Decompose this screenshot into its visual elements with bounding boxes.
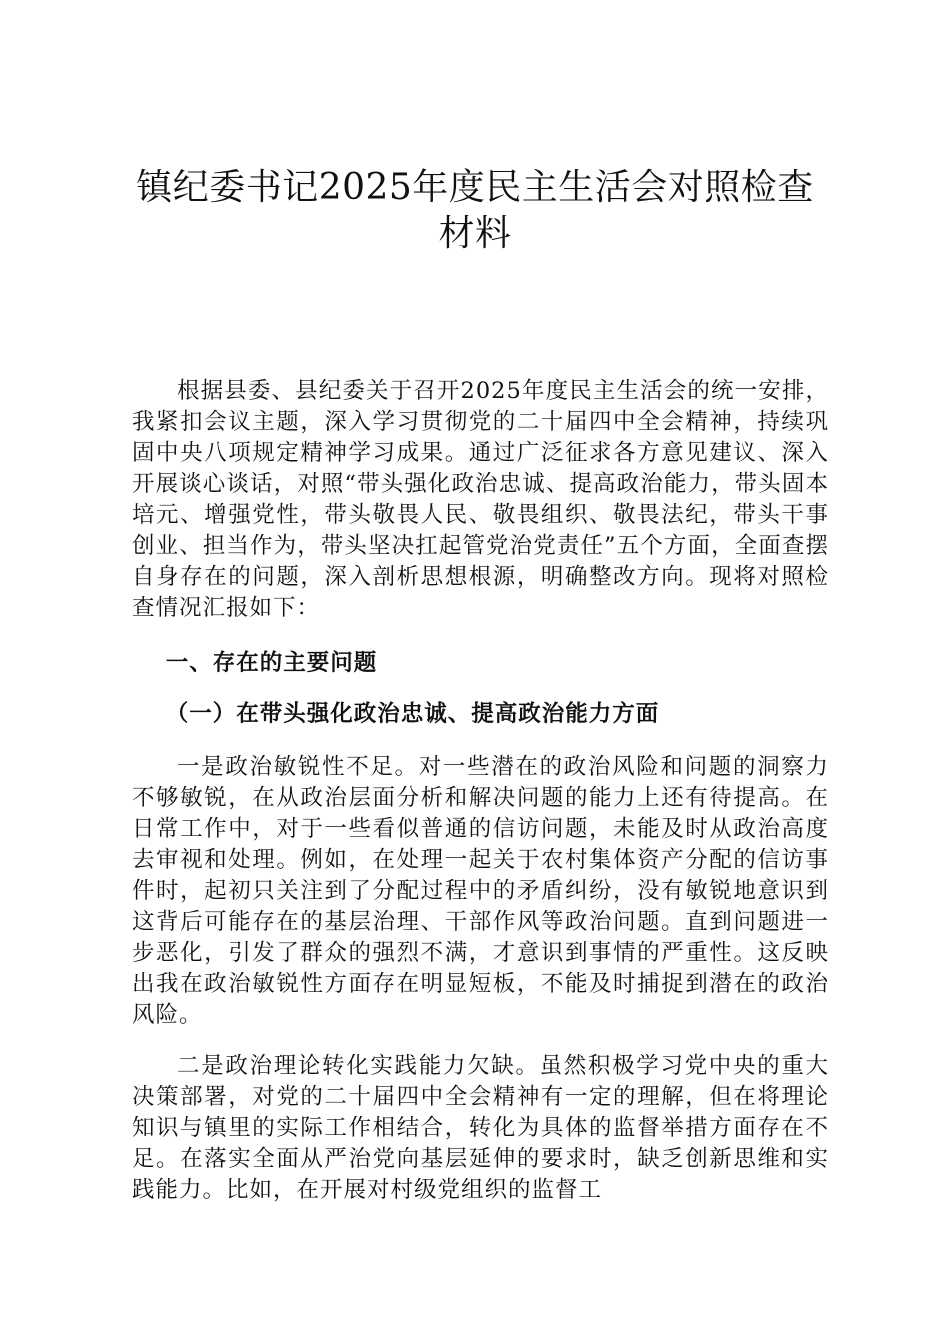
subsection-heading-political-loyalty: （一）在带头强化政治忠诚、提高政治能力方面 (165, 701, 660, 727)
section-heading-problems: 一、存在的主要问题 (165, 650, 378, 676)
document-body (132, 376, 829, 1206)
intro-paragraph: 根据县委、县纪委关于召开2025年度民主生活会的统一安排，我紧扣会议主题，深入学习贯彻党的二十届四中全会精神，持续巩固中央八项规定精神学习成果。通过广泛征求各方意见建议、深入开展谈心谈话，对照“带头强化政治忠诚、提高政治能力，带头固本培元、增强党性，带头敬畏人民、敬畏组织、敬畏法纪，带头干事创业、担当作为，带头坚决扛起管党治党责任”五个方面，全面查摆自身存在的问题，深入剖析思想根源，明确整改方向。现将对照检查情况汇报如下： (132, 378, 829, 621)
document-title: 镇纪委书记2025年度民主生活会对照检查材料 (136, 167, 814, 254)
paragraph-point-1: 一是政治敏锐性不足。对一些潜在的政治风险和问题的洞察力不够敏锐，在从政治层面分析和解决问题的能力上还有待提高。在日常工作中，对于一些看似普通的信访问题，未能及时从政治高度去审视和处理。例如，在处理一起关于农村集体资产分配的信访事件时，起初只关注到了分配过程中的矛盾纠纷，没有敏锐地意识到这背后可能存在的基层治理、干部作风等政治问题。直到问题进一步恶化，引发了群众的强烈不满，才意识到事情的严重性。这反映出我在政治敏锐性方面存在明显短板，不能及时捕捉到潜在的政治风险。 (132, 754, 829, 1028)
paragraph-point-2: 二是政治理论转化实践能力欠缺。虽然积极学习党中央的重大决策部署，对党的二十届四中全会精神有一定的理解，但在将理论知识与镇里的实际工作相结合，转化为具体的监督举措方面存在不足。在落实全面从严治党向基层延伸的要求时，缺乏创新思维和实践能力。比如，在开展对村级党组织的监督工 (132, 1053, 829, 1203)
